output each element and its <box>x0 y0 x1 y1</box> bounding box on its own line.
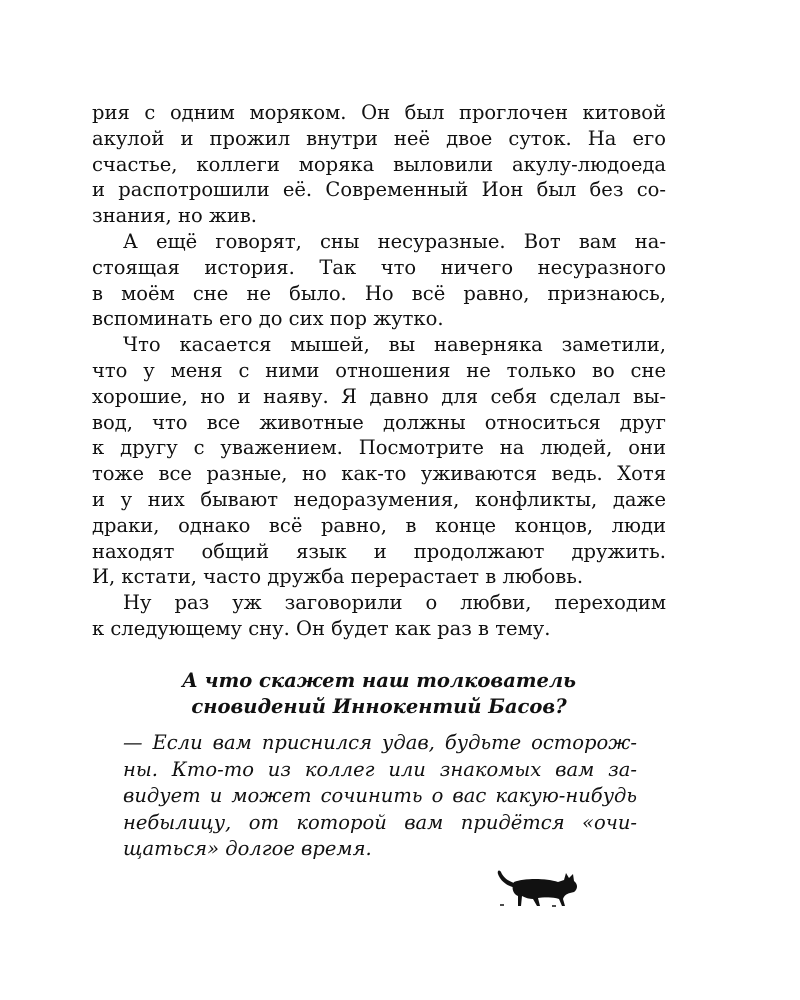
text-line: акулой и прожил внутри неё двое суток. На его <box>92 126 666 150</box>
interpretation-quote <box>123 730 637 863</box>
text-line: находят общий язык и продолжают дружить. <box>92 539 666 563</box>
text-line: хорошие, но и наяву. Я давно для себя сделал вы- <box>92 384 666 408</box>
section-heading <box>92 668 666 720</box>
paragraph-3 <box>92 332 666 590</box>
cat-icon <box>494 866 582 908</box>
text-line: тоже все разные, но как-то уживаются ведь. Хотя <box>92 462 666 486</box>
quote-line: видует и может сочинить о вас какую-нибудь <box>123 784 637 807</box>
text-line: в моём сне не было. Но всё равно, признаюсь, <box>92 281 666 305</box>
paragraph-2 <box>92 229 666 332</box>
paragraph-1 <box>92 100 666 229</box>
text-line: к другу с уважением. Посмотрите на людей, они <box>92 436 666 460</box>
text-line: А ещё говорят, сны несуразные. Вот вам на- <box>123 229 666 253</box>
text-line: стоящая история. Так что ничего несуразного <box>92 255 666 279</box>
text-line: счастье, коллеги моряка выловили акулу-людоеда <box>92 152 666 176</box>
quote-line: небылицу, от которой вам придётся «очи- <box>123 810 637 834</box>
text-line: и у них бывают недоразумения, конфликты, даже <box>92 487 666 511</box>
heading-line: сновидений Иннокентий Басов? <box>191 695 567 718</box>
heading-line: А что скажет наш толкователь <box>181 669 577 692</box>
paragraph-4 <box>92 590 666 642</box>
text-line: рия с одним моряком. Он был проглочен китовой <box>92 101 666 124</box>
main-text <box>92 100 666 642</box>
text-line: Что касается мышей, вы наверняка заметили, <box>123 333 666 357</box>
text-line: вспоминать его до сих пор жутко. <box>92 307 444 331</box>
quote-line: — Если вам приснился удав, будьте осторож- <box>123 731 637 754</box>
text-line: что у меня с ними отношения не только во сне <box>92 358 666 382</box>
text-line: к следующему сну. Он будет как раз в тему. <box>92 616 551 640</box>
quote-line: щаться» долгое время. <box>123 837 372 860</box>
text-line: и распотрошили её. Современный Ион был без со- <box>92 178 666 202</box>
text-line: знания, но жив. <box>92 204 257 228</box>
text-line: И, кстати, часто дружба перерастает в любовь. <box>92 565 584 589</box>
text-line: драки, однако всё равно, в конце концов, люди <box>92 513 666 537</box>
quote-line: ны. Кто-то из коллег или знакомых вам за- <box>123 757 637 781</box>
text-line: вод, что все животные должны относиться друг <box>92 410 666 434</box>
text-line: Ну раз уж заговорили о любви, переходим <box>123 591 666 615</box>
